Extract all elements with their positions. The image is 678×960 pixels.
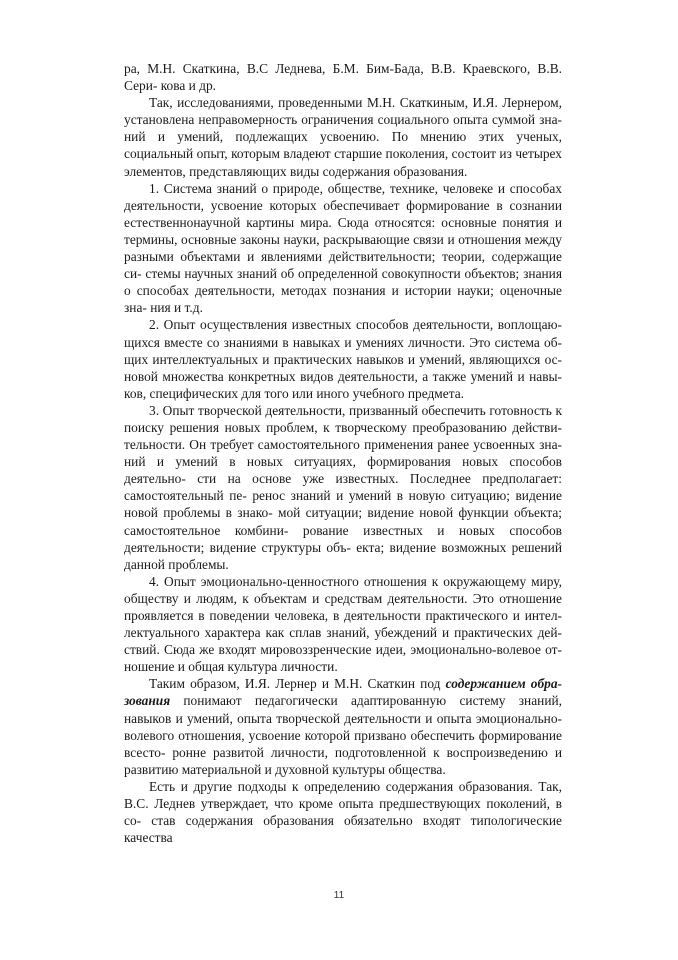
- paragraph-continuation: ра, М.Н. Скаткина, В.С Леднева, Б.М. Бим-Бада, В.В. Краевского, В.В. Сери- кова и др.: [124, 61, 562, 94]
- body-text: [124, 60, 562, 846]
- summary-after: понимают педагогически адаптированную систему знаний, навыков и умений, опыта творческой деятельности и опыта эмоционально-волевого отношения, усвоение которой призвано обеспечить формирование всесто- ронне развитой личности, подготовленной к воспроизведению и развитию материальной и духовной культуры общества.: [124, 693, 562, 777]
- summary-before: Таким образом, И.Я. Лернер и М.Н. Скаткин под: [149, 676, 446, 692]
- paragraph-item-2: 2. Опыт осуществления известных способов деятельности, воплощаю- щихся вместе со знаниями в навыках и умениях личности. Это система об- щих интеллектуальных и практических навыков и умений, являющихся ос- новой множества конкретных видов деятельности, а также умений и навы- ков, специфических для того или иного учебного предмета.: [124, 317, 562, 401]
- paragraph-closing: Есть и другие подходы к определению содержания образования. Так, В.С. Леднев утверждает, что кроме опыта предшествующих поколений, в со- став содержания образования обязательно входят типологические качества: [124, 778, 562, 846]
- paragraph-intro: Так, исследованиями, проведенными М.Н. Скаткиным, И.Я. Лернером, установлена неправомерность ограничения социального опыта суммой зна- ний и умений, подлежащих усвоению. По мнению этих ученых, социальный опыт, которым владеют старшие поколения, состоит из четырех элементов, представляющих виды содержания образования.: [124, 95, 562, 179]
- paragraph-item-4: 4. Опыт эмоционально-ценностного отношения к окружающему миру, обществу и людям, к объектам и средствам деятельности. Это отношение проявляется в поведении человека, в деятельности практического и интел- лектуального характера как сплав знаний, убеждений и практических дей- ствий. Сюда же входят мировоззренческие идеи, эмоционально-волевое от- ношение и общая культура личности.: [124, 573, 562, 675]
- paragraph-summary: [124, 675, 562, 778]
- paragraph-item-1: 1. Система знаний о природе, обществе, технике, человеке и способах деятельности, усвоение которых обеспечивает формирование в сознании естественнонаучной картины мира. Сюда относятся: основные понятия и термины, основные законы науки, раскрывающие связи и отношения между разными объектами и явлениями действительности; теории, содержащие си- стемы научных знаний об определенной совокупности объектов; знания о способах деятельности, методах познания и истории науки; оценочные зна- ния и т.д.: [124, 180, 562, 316]
- summary-term: содержанием обра- зования: [124, 676, 562, 709]
- page-number: 11: [333, 890, 345, 901]
- paragraph-item-3: 3. Опыт творческой деятельности, призванный обеспечить готовность к поиску решения новых проблем, к творческому преобразованию действи- тельности. Он требует самостоятельного применения ранее усвоенных зна- ний и умений в новых ситуациях, формирования новых способов деятельно- сти на основе уже известных. Последнее предполагает: самостоятельный пе- ренос знаний и умений в новую ситуацию; видение новой проблемы в знако- мой ситуации; видение новой функции объекта; самостоятельное комбини- рование известных и новых способов деятельности; видение структуры объ- екта; видение возможных решений данной проблемы.: [124, 402, 562, 572]
